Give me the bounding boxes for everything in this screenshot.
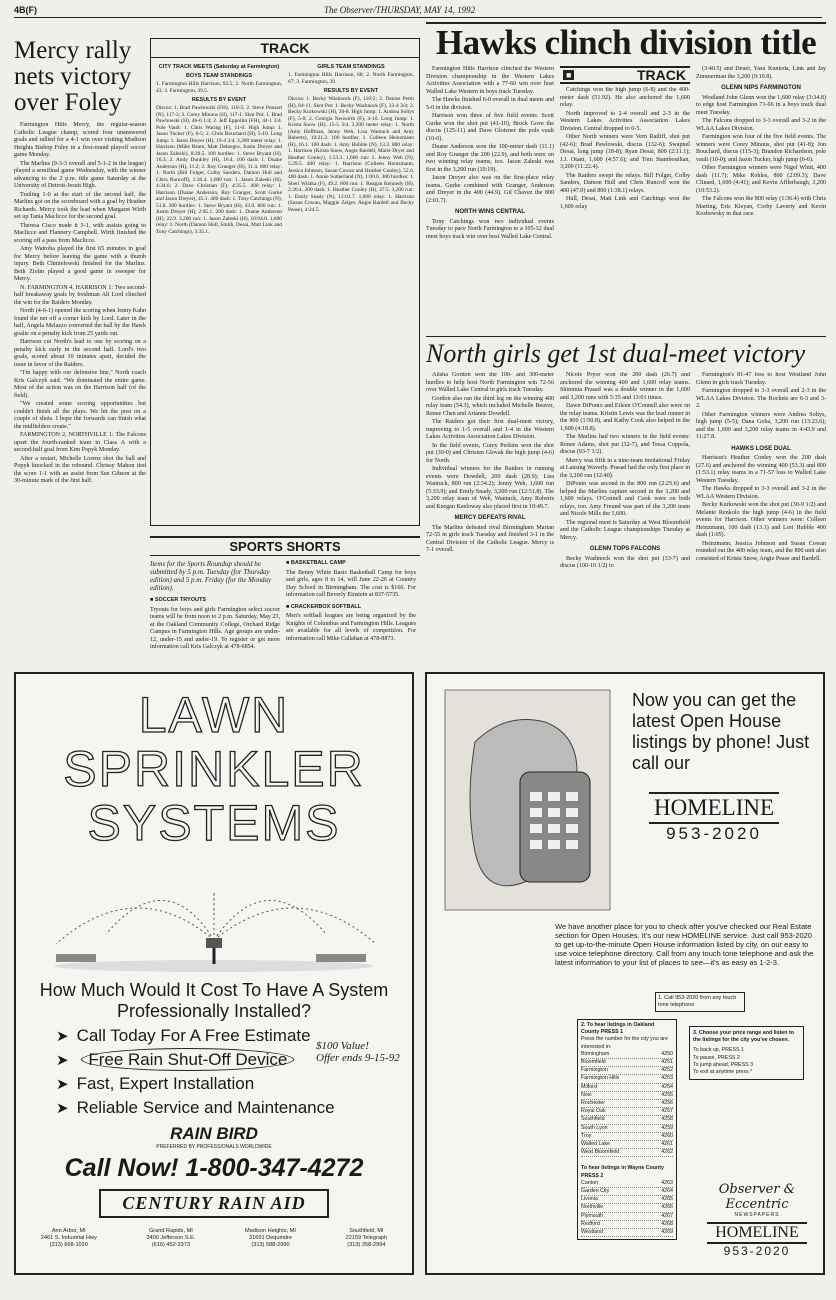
track-section-head: BOYS TEAM STANDINGS <box>185 73 253 79</box>
track-section-text: Discus: 1. Brad Pawlowski (FH), 118-5; 2. Steve Ponsart (N), 117-3; 3. Corey Minous (H), 117-1. Shot Put: 1. Brad Pawlowski (H), 46-6 1/4; 2. Jeff Eppolito (FH), 44-1 3/4. Pole Vault: 1. Chris Waring (F), 11-0. High Jump: 1. Jason Tucker (F), 6-5; 2. Chris Bouchard (H), 5-10. Long Jump: 1. Jason Dreyer (H), 19-4 3/4. 3,200 meter relay: 1. Harrison (Mike Beam, Matt Delnegro, Justin Dreyer and Jason Zaleski), 8:20.5. 100 hurdles: 1. Steve Bryant (H), 16.3; 2. Andy Dunkley (H), 16.4. 100 dash: 1. Duane Anderson (H), 11.2; 2. Roy Granger (H), 11.4. 800 relay: 1. North (Bill Folger, Colby Sanders, Damon Hull and Chris Runcoff), 1:36.4. 1,600 run: 1. Jason Zaleski (H), 4:34.6; 2. Dave Christian (F), 4:35.5. 400 relay: 1. Harrison (Duane Anderson, Roy Granger, Scott Gurke and Jason Dreyer), 45.1. 400 dash: 1. Tony Catchings (N), 51.8. 300 hurdles: 1. Steve Bryant (H), 43.0. 800 run: 1. Justin Dreyer (H), 2:05.1. 200 dash: 1. Duane Anderson (H), 22.9. 3,200 run: 1. Jason Zaleski (H), 10:04.0. 1,600 relay: 1. North (Damon Hull, Smith, Desai, Matt Link and Tony Catchings), 3:35.1. <box>156 105 282 235</box>
shorts-item-body: The Benny White Basic Basketball Camp for boys and girls, ages 8 to 14, will June 22-26 at Country Day School in Birmingham. The cost is $160. For information call Beverly Einstein at 837-5735. <box>286 569 416 598</box>
paragraph: Duane Anderson won the 100-meter dash (11.1) and Roy Granger the 200 (22.9), and both were on two winning relay teams, too. Jason Zaleski was first in the 3,200 run (10:19). <box>426 144 554 173</box>
hawks-col-2-wrap <box>560 66 690 361</box>
hawks-headline: Hawks clinch division title <box>426 22 826 62</box>
paragraph: Alisha Gordon won the 100- and 300-meter hurdles to help host North Farmington win 72-56 over Walled Lake Central in girls track Tuesday. <box>426 372 554 393</box>
paragraph: "I'm happy with our defensive line," North coach Kris Galczyk said. "We dominated the entire game. Most of the action was on the Harrison half (of the field). <box>14 370 146 399</box>
track-tag-icon: ■ <box>563 70 574 80</box>
track-col-girls <box>288 61 414 521</box>
mercy-headline: Mercy rally nets victory over Foley <box>14 37 132 116</box>
paragraph: Theresa Cisco made it 3-1, with assists going to Maclicce and Flannery Campbell. Wirth finished the scoring off a pass from Maclicce. <box>14 222 146 244</box>
subhead: HAWKS LOSE DUAL <box>731 444 791 452</box>
paragraph: Becky Kurkowski won the shot put (30-9 1/2) and Melanie Renkolo the high jump (4-6) in the field events for Harrison. Other winners were: Colleen Heinzmann, 100 dash (13.1) and Lori Hubble 400 dash (1:05). <box>696 502 826 538</box>
sprinkler-title-line2: SYSTEMS <box>87 795 341 851</box>
north-headline: North girls get 1st dual-meet victory <box>426 336 826 369</box>
mercy-body <box>14 122 146 640</box>
paragraph: North improved to 2-4 overall and 2-3 in the Western Lakes Activities Association Lakes Division. Central dropped to 0-5. <box>560 110 690 132</box>
sprinkler-call: Call Now! 1-800-347-4272 <box>64 1154 364 1182</box>
paragraph: N. FARMINGTON 4, HARRISON 1: Two second-half breakaway goals by freshman Ali Lord clinched the win for the Raiders Monday. <box>14 284 146 306</box>
sprinkler-bullet: ➤ Fast, Expert Installation <box>56 1074 255 1093</box>
sprinkler-ad <box>14 672 414 1275</box>
shorts-item-title: ■ CRACKERBOX SOFTBALL <box>286 603 362 610</box>
observer-logo: Observer & Eccentric NEWSPAPERS HOMELINE 953-2020 <box>697 1182 817 1258</box>
subhead: MERCY DEFEATS RIVAL <box>454 514 526 521</box>
arrow-icon: ➤ <box>56 1100 69 1117</box>
paragraph: The Raiders swept the relays. Bill Folger, Colby Sanders, Damon Hull and Chris Runcoff won the 400 (47.0) and 800 (1:38.1) relays. <box>560 172 690 194</box>
paragraph: Other North winners were Vern Ratliff, shot put (42-6); Brad Pawlowski, discus (132-6); Swapnel Desai, long jump (18-8); Ryan Desai, 800 (2:11.1); J.J. Otani, 1,600 (4:57.6); and Tom Stambouilian, 3,200 (11:22.4). <box>560 134 690 170</box>
location-item: Southfield, MI 22159 Telegraph (313) 358-2994 <box>345 1228 388 1248</box>
paragraph: Other Farmington winners were Nigel Whitt, 400 dash (11.7); Mike Rohles, 800 (2:09.3); Dave Clinard, 1,600 (4:41); and Kevin Afflerbaugh, 3,200 (10:53.2). <box>696 165 826 194</box>
homeline-number: 953-2020 <box>666 824 762 843</box>
north-col-1 <box>426 372 554 660</box>
city-code-row: Northville 4266 <box>581 1204 673 1212</box>
step-1: 1. Call 953-2020 from any touch tone telephone <box>655 992 745 1012</box>
arrow-icon: ➤ <box>56 1052 69 1069</box>
city-code-row: South Lyon 4259 <box>581 1125 673 1133</box>
paragraph: The Hawks finished 6-0 overall in dual meets and 5-0 in the division. <box>426 97 554 111</box>
city-code-row: Livonia 4265 <box>581 1196 673 1204</box>
step-2: 2. To hear listings in Oakland County PRESS 1 Press the number for the city you are interested in: Birmingham 4250 Bloomfield 4251 Farmington 4252 Farmington Hills 4253 Milford 4254 Novi 4255 Rochester 4256 Royal Oak 4257 Southfield 4258 South Lyon 4259 Troy 4260 Walled Lake 4261 West Bloomfield 4262 To hear listings in Wayne County PRESS 2 Canton 4263 Garden City 4264 Livonia 4265 Northville 4266 Plymouth 4267 Redford 4268 Westland 4269 <box>577 1019 677 1240</box>
subhead: GLENN NIPS FARMINGTON <box>721 84 801 91</box>
wayne-list <box>581 1180 673 1237</box>
paragraph: DiPonio was second in the 800 run (2:25.6) and helped the Marlins capture second in the 3,200 and 1,600 relays. O'Connell and Cook were on both relays, too. Amy Freund was part of the 3,200 team and Nicole Mills the 1,600. <box>560 481 690 517</box>
rainbird-logo: RAIN BIRD PREFERRED BY PROFESSIONALS WORLDWIDE <box>156 1124 272 1150</box>
step-3: 3. Choose your price range and listen to the listings for the city you've chosen. To back up, PRESS 1 To pause, PRESS 2 To jump ahead, PRESS 3 To exit at anytime press * <box>689 1026 804 1080</box>
paragraph: The regional meet is Saturday at West Bloomfield and the Catholic League championships Tuesday at Mercy. <box>560 519 690 541</box>
city-code-row: Garden City 4264 <box>581 1188 673 1196</box>
location-item: Madison Heights, MI 31691 Dequindre (313) 588-2990 <box>244 1228 296 1248</box>
telephone-illustration <box>435 682 620 917</box>
paragraph: The Marlins defeated rival Birmingham Marian 72-55 in girls track Tuesday and finished 3-1 in the Central Division of the Catholic League. Mercy is 7-1 overall. <box>426 524 554 553</box>
shorts-intro: Items for the Sports Roundup should be submitted by 5 p.m. Tuesday (for Thursday edition) and 5 p.m. Friday (for the Monday edition). <box>150 560 272 592</box>
handwritten-note: $100 Value! Offer ends 9-15-92 <box>316 1040 400 1064</box>
paragraph: Mercy was fifth in a nine-team invitational Friday at Lansing Waverly. Prasad had the only first place in the 3,200 run (12:40). <box>560 457 690 479</box>
paragraph: The Falcons won the 800 relay (1:36.4) with Chris Marting, Eric Kieyan, Corby Laverty and Kevin Kosbowsky in that race. <box>696 196 826 217</box>
page-header <box>14 4 822 18</box>
track-section-text: 1. Farmington Hills Harrison, 68; 2. North Farmington, 67; 3. Farmington, 39. <box>288 72 414 85</box>
arrow-icon: ➤ <box>56 1028 69 1045</box>
paragraph: Westland John Glenn won the 1,600 relay (3:34.8) to edge host Farmington 71-66 in a boys track dual meet Tuesday. <box>696 94 826 116</box>
paragraph: Harrison cut North's lead to one by scoring on a penalty kick early in the second half. Lord's two goals, scored about 10 minutes apart, decided the issue in favor of the Raiders. <box>14 339 146 368</box>
paragraph: Harrison won three of five field events. Scott Gurke won the shot put (41-10), Brock Gove the discus (125-11) and Dave Glotzner the pole vault (10-0). <box>426 113 554 142</box>
track-section-head: CITY TRACK MEETS (Saturday at Farmington) <box>158 64 280 70</box>
paragraph: Amy Watroba played the first 65 minutes in goal for Mercy before leaving the game with a thumb injury. Beth Chmielewski finished for the Marlins. Beth Ziolm played a good game in sweeper for Mercy. <box>14 246 146 282</box>
track-section-text: Discus: 1. Becky Washnock (F), 110-2; 2. Denise Pettit (H), 84-11. Shot Put: 1. Becky Washnock (F), 33-4 3/4; 2. Becky Kurkowski (H), 30-8. High Jump: 1. Andrea Soltys (F), 5-0; 2. Georgia Neuwirth (F), 4-10. Long Jump: 1. Krista Snow (H), 15-5 3/4. 3,200 meter relay: 1. North (Amy Hoffman, Jenny Weh, Lisa Wantuck and Amy Roberts), 10:21.2. 100 hurdles: 1. Colleen Heinzmann (H), 16.1. 100 dash: 1. Amy Hubble (N), 13.3. 800 relay: 1. Harrison (Krista Snow, Angie Bardell, Marie Dryer and Heather Conley), 1:53.3. 1,600 run: 1. Jenny Weh (N), 5:29.5. 400 relay: 1. Harrison (Colleen Heinzmann, Jessica Johnson, Susan Cowan and Heather Conley), 52.6. 400 dash: 1. Annie Sutherland (N), 1:00.6. 300 hurdles: 1. Sheri Wilaka (F), 49.2. 800 run: 1. Reagan Kennedy (H), 2:30.4. 200 dash: 1. Heather Conley (H), 27.5. 3,200 run: 1. Emily Snady (N), 12:01.7. 1,600 relay: 1. Harrison (Susan Cowan, Maggie Zeiger, Angie Bardell and Becky Pease), 4:24.5. <box>288 96 414 213</box>
track-section-head: RESULTS BY EVENT <box>323 88 379 94</box>
locations-list <box>16 1228 412 1249</box>
city-code-row: Royal Oak 4257 <box>581 1108 673 1116</box>
city-code-row: Southfield 4258 <box>581 1116 673 1124</box>
sprinkler-illustration <box>16 854 412 972</box>
city-code-row: Farmington 4252 <box>581 1067 673 1075</box>
city-code-row: Milford 4254 <box>581 1084 673 1092</box>
paragraph: After a restart, Michelle Lorenz shot the ball and Popyk knocked in the rebound. Chrissy Mahon tied the score 1-1 with an assist from Sue Gibson at the 30-minute mark of the first half. <box>14 455 146 484</box>
paragraph: The Marlins (9-3-3 overall and 5-1-2 in the league) played a semifinal game Wednesday, with the winner advancing to the 2 p.m. title game Saturday at the University of Detroit-Jesuit High. <box>14 160 146 189</box>
shorts-item-title: ■ BASKETBALL CAMP <box>286 560 346 566</box>
city-code-row: West Bloomfield 4262 <box>581 1149 673 1157</box>
paragraph: The Raiders got their first dual-meet victory, improving to 1-5 overall and 1-4 in the Western Lakes Activities Association Lakes Division. <box>426 419 554 440</box>
paragraph: Nicole Pryor won the 200 dash (26.7) and anchored the winning 400 and 1,600 relay teams. Shimmia Prasad was a double winner in the 1,600 and 3,200 runs with 5:35 and 13:01 times. <box>560 372 690 401</box>
paragraph: Harrison's Heather Conley won the 200 dash (27.6) and anchored the winning 400 (53.3) and 800 (1:53.1) relay teams in a 71-57 loss to Walled Lake Western Tuesday. <box>696 455 826 484</box>
homeline-ad <box>425 672 825 1275</box>
sprinkler-bullet: ➤ Call Today For A Free Estimate <box>56 1026 311 1045</box>
paragraph: Dawn DiPonio and Eileen O'Connell also were on the relay teams. Kristin Lewis was the lead runner in the 800 (1:50.8), and Kathy Cook also helped in the 1,600 (4:18.8). <box>560 403 690 432</box>
company-logo: CENTURY RAIN AID <box>99 1189 329 1218</box>
paragraph: The Falcons dropped to 3-3 overall and 3-2 in the WLAA Lakes Division. <box>696 118 826 132</box>
sports-shorts <box>150 536 420 662</box>
sprinkler-title-line1: LAWN SPRINKLER <box>63 687 365 797</box>
oakland-list <box>581 1051 673 1158</box>
paragraph: Jason Dreyer also was on the first-place relay teams. Gurke combined with Granger, Anderson and Dreyer in the 400 (44.9). Gil Chavez the 800 (2:01.7). <box>426 175 554 204</box>
shorts-item-body: Tryouts for boys and girls Farmington select soccer teams will be from noon to 2 p.m. Saturday, May 23, at the Oakland Community College, Orchard Ridge Campus in Farmington Hills. Age groups are under-12, under-15 and under-19. To register or get more information call Kris Galczyk at 478-6854. <box>150 606 280 650</box>
paragraph: Other Farmington winners were Andrea Soltys, high jump (5-5); Dana Goba, 3,200 run (13:23.6); and the 1,600 and 3,200 relay teams in 4:43.9 and 11:27.8. <box>696 411 826 440</box>
track-results-box <box>150 38 420 526</box>
city-code-row: Troy 4260 <box>581 1133 673 1141</box>
sprinkler-bullet: ➤ Free Rain Shut-Off Device $100 Value! Offer ends 9-15-92 <box>56 1040 400 1069</box>
subhead: NORTH WINS CENTRAL <box>454 208 526 215</box>
paragraph: The Marlins had two winners in the field events: Renee Adams, shot put (32-7), and Tessa Coppola, discus (93-7 1/2). <box>560 434 690 455</box>
location-item: Ann Arbor, MI 2461 S. Industrial Hwy (313) 668-1020 <box>40 1228 97 1248</box>
arrow-icon: ➤ <box>56 1076 69 1093</box>
paragraph: Becky Washnock won the shot put (33-7) and discus (100-10 1/2) to <box>560 555 690 569</box>
paragraph: The Hawks dropped to 3-3 overall and 3-2 in the WLAA Western Division. <box>696 486 826 500</box>
hawks-col-2 <box>560 87 690 361</box>
paragraph: Farmington dropped to 3-3 overall and 2-3 in the WLAA Lakes Division. The Rockets are 6-3 and 3-2. <box>696 388 826 409</box>
track-section-head: GIRLS TEAM STANDINGS <box>317 64 385 70</box>
sports-shorts-title: SPORTS SHORTS <box>150 536 420 556</box>
hawks-story <box>426 22 826 62</box>
paragraph: Hull, Desai, Matt Link and Catchings won the 1,600 relay <box>560 196 690 210</box>
subhead: GLENN TOPS FALCONS <box>589 545 661 552</box>
hawks-col-3 <box>696 66 826 362</box>
mercy-story <box>14 38 146 640</box>
track-section-text: 1. Farmington Hills Harrison, 92.5; 2. North Farmington, 43; 3. Farmington, 39.5. <box>156 81 282 94</box>
paragraph: FARMINGTON 2, NORTHVILLE 1: The Falcons upset the fourth-ranked team in Class A with a second-half goal from Kim Popyk Monday. <box>14 432 146 453</box>
city-code-row: Birmingham 4250 <box>581 1051 673 1059</box>
paragraph: Individual winners for the Raiders in running events were Dowdell, 200 dash (28.9); Lisa Wantuck, 800 run (2:34.2); Jenny Weh, 1,600 run (5:33.9); and Emily Snady, 3,200 run (12:51.8). The 3,200 relay team of Weh, Wantuck, Amy Roberts and Keegan Keeloway also placed first in 10:49.7. <box>426 466 554 510</box>
city-code-row: Redford 4268 <box>581 1221 673 1229</box>
north-col-3 <box>696 372 826 660</box>
city-code-row: Rochester 4256 <box>581 1100 673 1108</box>
paragraph: Gordon also ran the third leg on the winning 400 relay team (54.3), which included Michelle Beaver, Renee Chen and Arianne Dowdell. <box>426 395 554 417</box>
track-section-head: RESULTS BY EVENT <box>191 97 247 103</box>
city-code-row: Canton 4263 <box>581 1180 673 1188</box>
city-code-row: Bloomfield 4251 <box>581 1059 673 1067</box>
page-number: 4B(F) <box>14 5 37 15</box>
homeline-body: We have another place for you to check after you've checked our Real Estate section for Open Houses. It's our new HOMELINE service. Just call 953-2020 to get up-to-the-minute Open House information listed by city, on our easy to use voice telephone directory. Call from any touch tone telephone and ask the latest information to your list of places to see—it's as easy as 1-2-3. <box>555 922 814 967</box>
paragraph: Farmington won four of the five field events. The winners were Corey Minous, shot put (41-8); Jon Bouchard, discus (115-3); Brandon Richardson, pole vault (10-0); and Jason Tucker, high jump (6-6). <box>696 134 826 163</box>
sprinkler-bullet: ➤ Reliable Service and Maintenance <box>56 1098 335 1117</box>
location-item: Grand Rapids, MI 3400 Jefferson S.E. (616) 452-3373 <box>146 1228 196 1248</box>
track-box-columns <box>151 58 419 524</box>
city-code-row: Farmington Hills 4253 <box>581 1075 673 1083</box>
city-code-row: Walled Lake 4261 <box>581 1141 673 1149</box>
city-code-row: Novi 4255 <box>581 1092 673 1100</box>
paragraph: Farmington Hills Harrison clinched the Western Division championship in the Western Lakes Activities Association with a 77-60 win over host Walled Lake Western in boys track Tuesday. <box>426 66 554 95</box>
city-code-row: Westland 4269 <box>581 1229 673 1237</box>
north-col-2 <box>560 372 690 660</box>
north-story <box>426 336 826 369</box>
track-tag-label: TRACK <box>637 67 686 83</box>
track-tag <box>560 66 690 84</box>
paragraph: In the field events, Corey Perkins won the shot put (30-0) and Christen Glovak the high jump (4-6) for North. <box>426 442 554 464</box>
paragraph: North (4-6-1) opened the scoring when Jenny Kahn found the net off a corner kick by Lord. Later in the half, Angela Melazzo converted the ball by the Hawk goalie on a penalty kick from 25 yards out. <box>14 308 146 337</box>
homeline-headline: Now you can get the latest Open House listings by phone! Just call our <box>632 690 810 773</box>
track-col-boys <box>156 61 282 521</box>
track-box-title: TRACK <box>151 39 419 58</box>
paragraph: Farmington's 81-47 loss to host Westland John Glenn in girls track Tuesday. <box>696 372 826 386</box>
paragraph: "We created some scoring opportunities but couldn't finish all the plays. We hit the post on a couple of shots. I hope the forwards can finish what the midfielders create." <box>14 401 146 430</box>
paragraph: Tony Catchings won two individual events Tuesday to pace North Farmington to a 105-32 dual meet boys track win over host Walled Lake Central. <box>426 218 554 240</box>
city-code-row: Plymouth 4267 <box>581 1213 673 1221</box>
hawks-col-1 <box>426 66 554 362</box>
paragraph: Heinzmann, Jessica Johnson and Susan Cowan rounded out the 400 relay team, and the 800 unit also consisted of Krista Snow, Angie Pease and Bardell. <box>696 540 826 562</box>
paragraph: Farmington Hills Mercy, the regular-season Catholic League champ, scored four unanswered goals and rallied for a 4-1 win over visiting Madison Heights Bishop Foley in a first-round playoff soccer game Monday. <box>14 122 146 158</box>
masthead: The Observer/THURSDAY, MAY 14, 1992 <box>324 5 476 15</box>
sprinkler-question: How Much Would It Cost To Have A System Professionally Installed? <box>39 980 389 1021</box>
paragraph: (3:40.5) and Deuel, Yasu Kunieda, Link and Jay Zimmerman the 3,200 (9:10.8). <box>696 66 826 80</box>
paragraph: Trailing 1-0 at the start of the second half, the Marlins got on the scoreboard with a goal by Heather Richards. Mercy took the lead when Margaret Wirth set up Tania Maclicce for the second goal. <box>14 191 146 220</box>
shorts-item-title: ■ SOCCER TRYOUTS <box>150 597 206 603</box>
paragraph: Catchings won the high jump (6-8) and the 400-meter dash (51.92). He also anchored the 1,600 relay. <box>560 87 690 108</box>
homeline-logo: HOMELINE <box>649 792 779 824</box>
shorts-item-body: Men's softball leagues are being organized by the Knights of Columbus and Farmington Hills. Leagues are available for all levels of competition. For information call Mike Callahan at 478-8873. <box>286 613 416 642</box>
